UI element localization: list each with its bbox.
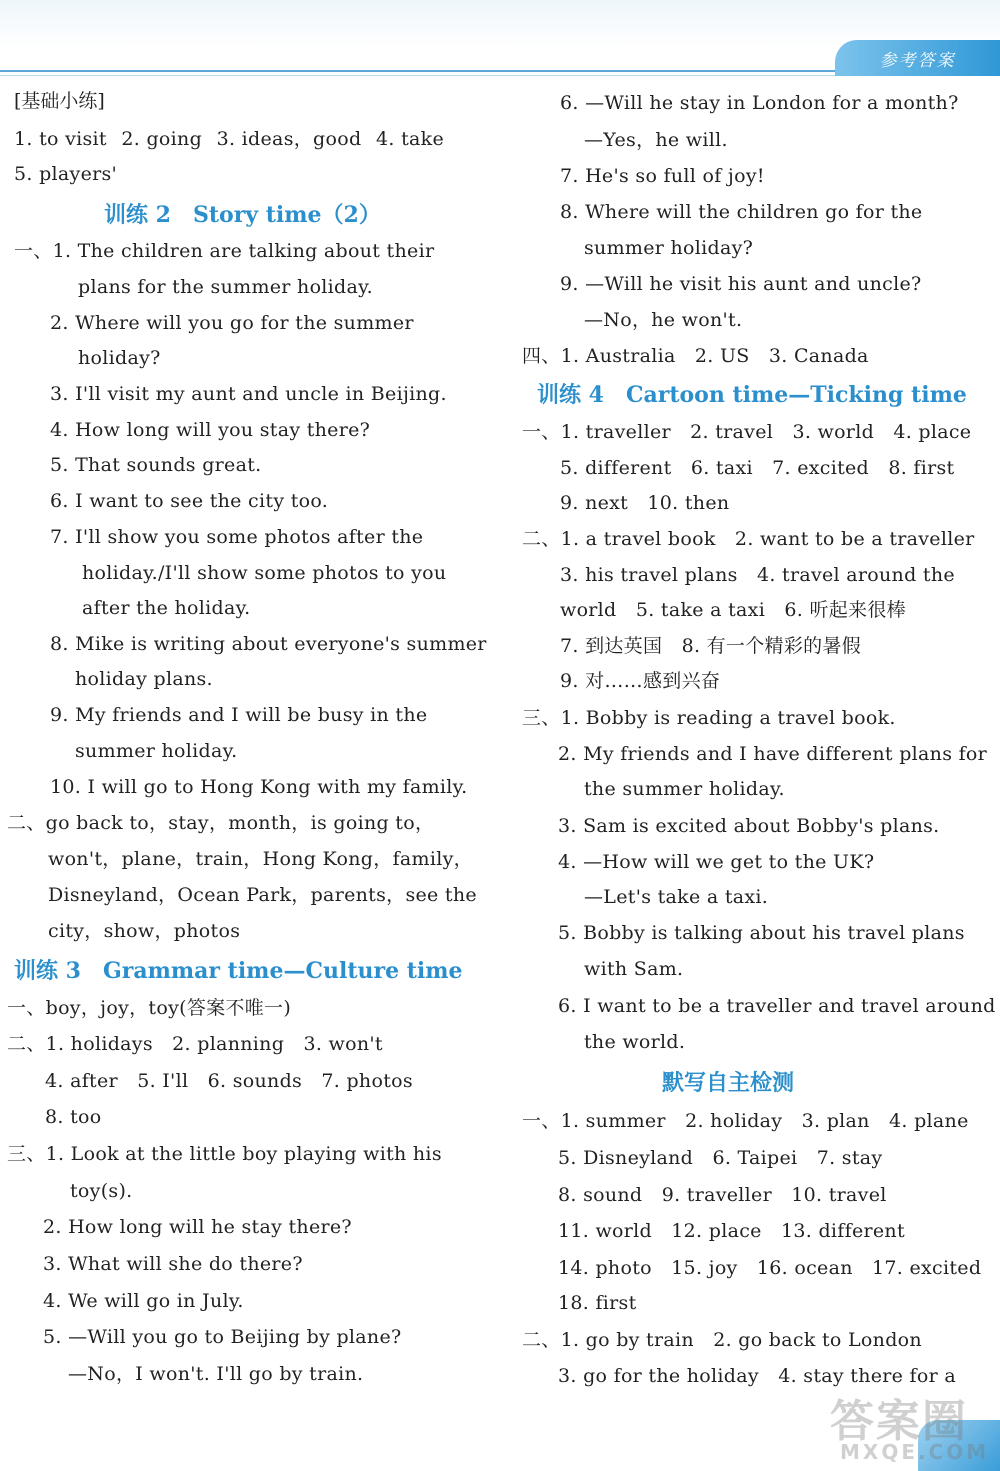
s4-line: 5. Bobby is talking about his travel plans <box>558 922 965 944</box>
s3-line: 5. —Will you go to Beijing by plane? <box>43 1326 402 1348</box>
r-cont-line: summer holiday? <box>584 237 754 259</box>
s4-line: 一、1. traveller 2. travel 3. world 4. place <box>522 421 972 443</box>
s3-line: 3. What will she do there? <box>43 1253 303 1275</box>
r-cont-line: —No，he won't. <box>584 309 743 331</box>
s2-line: 10. I will go to Hong Kong with my family. <box>50 776 468 798</box>
watermark-logo-text: 答案圈 <box>830 1396 968 1447</box>
s5-line: 18. first <box>558 1292 637 1314</box>
s2-line: 6. I want to see the city too. <box>50 490 329 512</box>
s4-line: 9. 对……感到兴奋 <box>560 670 721 692</box>
s4-line: the world. <box>584 1031 686 1053</box>
intro-ans-3: 3. ideas，good <box>216 128 362 150</box>
s2-line: Disneyland，Ocean Park，parents，see the <box>48 884 477 906</box>
s4-line: 4. —How will we get to the UK? <box>558 851 875 873</box>
section-title-4: 训练 4 Cartoon time—Ticking time <box>537 382 967 408</box>
header-rule-thin <box>0 75 850 76</box>
s5-line: 14. photo 15. joy 16. ocean 17. excited <box>558 1257 982 1279</box>
s3-line: —No，I won't. I'll go by train. <box>68 1363 364 1385</box>
intro-row-2: 5. players' <box>14 163 118 185</box>
watermark <box>830 1380 990 1470</box>
r-cont-line: 7. He's so full of joy! <box>560 165 765 187</box>
s5-line: 3. go for the holiday 4. stay there for a <box>558 1365 956 1387</box>
s3-line: 二、1. holidays 2. planning 3. won't <box>7 1033 383 1055</box>
intro-ans-2: 2. going <box>121 128 203 150</box>
s5-line: 8. sound 9. traveller 10. travel <box>558 1184 887 1206</box>
section-title-2: 训练 2 Story time（2） <box>104 202 381 228</box>
s2-line: after the holiday. <box>82 597 251 619</box>
s4-line: 5. different 6. taxi 7. excited 8. first <box>560 457 955 479</box>
s2-line: holiday./I'll show some photos to you <box>82 562 447 584</box>
s4-line: —Let's take a taxi. <box>584 886 769 908</box>
intro-ans-1: 1. to visit <box>14 128 107 150</box>
s2-line: holiday plans. <box>75 668 213 690</box>
s2-line: 2. Where will you go for the summer <box>50 312 414 334</box>
intro-row-1 <box>14 128 444 150</box>
s4-line: 3. his travel plans 4. travel around the <box>560 564 955 586</box>
s5-line: 11. world 12. place 13. different <box>558 1220 905 1242</box>
s3-line: 三、1. Look at the little boy playing with his <box>7 1143 442 1165</box>
s2-line: 一、1. The children are talking about their <box>14 240 435 262</box>
r-cont-line: —Yes，he will. <box>584 129 728 151</box>
s4-line: 三、1. Bobby is reading a travel book. <box>522 707 896 729</box>
header-tab: 参考答案 <box>835 40 1000 76</box>
s2-line: 4. How long will you stay there? <box>50 419 371 441</box>
s2-line: 9. My friends and I will be busy in the <box>50 704 428 726</box>
intro-ans-4: 4. take <box>376 128 444 150</box>
section-title-3: 训练 3 Grammar time—Culture time <box>14 958 463 984</box>
s3-line: toy(s). <box>70 1180 133 1202</box>
s3-line: 4. after 5. I'll 6. sounds 7. photos <box>45 1070 413 1092</box>
s3-line: 4. We will go in July. <box>43 1290 244 1312</box>
r-cont-line: 四、1. Australia 2. US 3. Canada <box>522 345 869 367</box>
s2-line: 3. I'll visit my aunt and uncle in Beijing. <box>50 383 447 405</box>
s2-line: 5. That sounds great. <box>50 454 262 476</box>
s2-line: 7. I'll show you some photos after the <box>50 526 424 548</box>
s3-line: 2. How long will he stay there? <box>43 1216 352 1238</box>
s2-line: city，show，photos <box>48 920 241 942</box>
s5-line: 二、1. go by train 2. go back to London <box>522 1329 922 1351</box>
section-title-5: 默写自主检测 <box>662 1070 795 1096</box>
s2-line: won't，plane，train，Hong Kong，family， <box>48 848 473 870</box>
s4-line: 2. My friends and I have different plans for <box>558 743 988 765</box>
s4-line: world 5. take a taxi 6. 听起来很棒 <box>560 599 906 621</box>
s4-line: 9. next 10. then <box>560 492 730 514</box>
s2-line: holiday? <box>78 347 161 369</box>
header-rule <box>0 70 850 72</box>
watermark-url: MXQE.COM <box>840 1440 990 1464</box>
intro-title: [基础小练] <box>14 90 105 112</box>
s2-line: plans for the summer holiday. <box>78 276 373 298</box>
s2-line: 二、go back to，stay，month，is going to， <box>7 812 435 834</box>
s4-line: 6. I want to be a traveller and travel around <box>558 995 996 1017</box>
s5-line: 5. Disneyland 6. Taipei 7. stay <box>558 1147 883 1169</box>
s3-line: 一、boy，joy，toy(答案不唯一) <box>7 997 292 1019</box>
s4-line: 二、1. a travel book 2. want to be a traveller <box>522 528 975 550</box>
s2-line: summer holiday. <box>75 740 238 762</box>
s2-line: 8. Mike is writing about everyone's summer <box>50 633 487 655</box>
s5-line: 一、1. summer 2. holiday 3. plan 4. plane <box>522 1110 969 1132</box>
s3-line: 8. too <box>45 1106 102 1128</box>
r-cont-line: 8. Where will the children go for the <box>560 201 923 223</box>
r-cont-line: 6. —Will he stay in London for a month? <box>560 92 959 114</box>
s4-line: 7. 到达英国 8. 有一个精彩的暑假 <box>560 635 862 657</box>
s4-line: the summer holiday. <box>584 778 785 800</box>
s4-line: with Sam. <box>584 958 684 980</box>
r-cont-line: 9. —Will he visit his aunt and uncle? <box>560 273 922 295</box>
s4-line: 3. Sam is excited about Bobby's plans. <box>558 815 940 837</box>
